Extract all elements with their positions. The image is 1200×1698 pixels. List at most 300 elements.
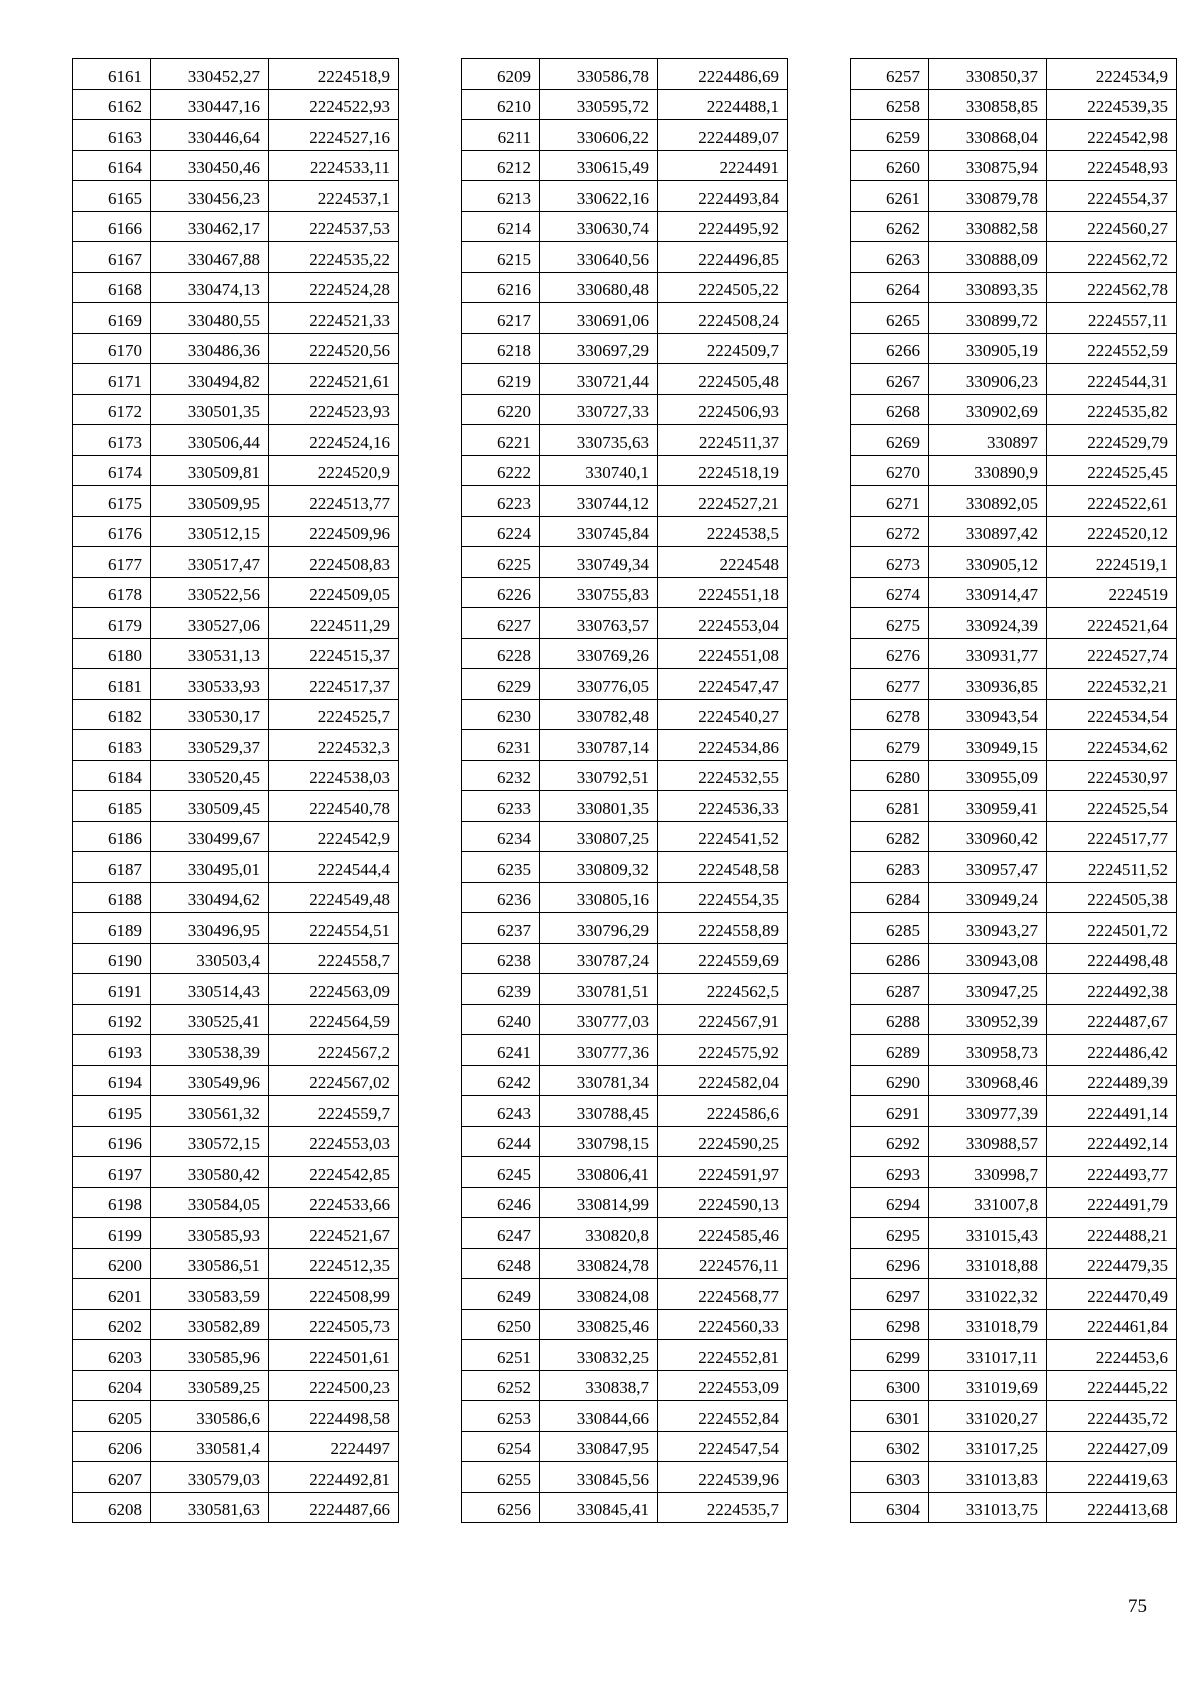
table-row (462, 577, 788, 608)
point-number-cell: 6233 (462, 791, 540, 822)
x-coordinate-cell: 330820,8 (540, 1218, 658, 1249)
table-row (73, 852, 399, 883)
table-row (851, 516, 1177, 547)
table-row (851, 1157, 1177, 1188)
y-coordinate-cell: 2224553,04 (658, 608, 788, 639)
x-coordinate-cell: 330615,49 (540, 150, 658, 181)
y-coordinate-cell: 2224551,18 (658, 577, 788, 608)
point-number-cell: 6217 (462, 303, 540, 334)
y-coordinate-cell: 2224508,99 (269, 1279, 399, 1310)
y-coordinate-cell: 2224491,14 (1047, 1096, 1177, 1127)
x-coordinate-cell: 330517,47 (151, 547, 269, 578)
y-coordinate-cell: 2224525,7 (269, 699, 399, 730)
table-row (462, 1218, 788, 1249)
point-number-cell: 6256 (462, 1492, 540, 1523)
y-coordinate-cell: 2224489,39 (1047, 1065, 1177, 1096)
x-coordinate-cell: 330977,39 (929, 1096, 1047, 1127)
table-row (851, 1248, 1177, 1279)
y-coordinate-cell: 2224500,23 (269, 1370, 399, 1401)
x-coordinate-cell: 330988,57 (929, 1126, 1047, 1157)
table-row (73, 303, 399, 334)
x-coordinate-cell: 330814,99 (540, 1187, 658, 1218)
point-number-cell: 6182 (73, 699, 151, 730)
point-number-cell: 6298 (851, 1309, 929, 1340)
point-number-cell: 6282 (851, 821, 929, 852)
point-number-cell: 6226 (462, 577, 540, 608)
point-number-cell: 6271 (851, 486, 929, 517)
table-row (851, 1370, 1177, 1401)
table-row (851, 150, 1177, 181)
table-row (851, 821, 1177, 852)
point-number-cell: 6212 (462, 150, 540, 181)
y-coordinate-cell: 2224560,33 (658, 1309, 788, 1340)
point-number-cell: 6289 (851, 1035, 929, 1066)
table-row (462, 89, 788, 120)
y-coordinate-cell: 2224470,49 (1047, 1279, 1177, 1310)
y-coordinate-cell: 2224567,91 (658, 1004, 788, 1035)
x-coordinate-cell: 330522,56 (151, 577, 269, 608)
y-coordinate-cell: 2224586,6 (658, 1096, 788, 1127)
point-number-cell: 6179 (73, 608, 151, 639)
x-coordinate-cell: 330506,44 (151, 425, 269, 456)
point-number-cell: 6250 (462, 1309, 540, 1340)
x-coordinate-cell: 330906,23 (929, 364, 1047, 395)
x-coordinate-cell: 330480,55 (151, 303, 269, 334)
point-number-cell: 6236 (462, 882, 540, 913)
table-row (462, 1309, 788, 1340)
x-coordinate-cell: 330529,37 (151, 730, 269, 761)
point-number-cell: 6272 (851, 516, 929, 547)
y-coordinate-cell: 2224419,63 (1047, 1462, 1177, 1493)
x-coordinate-cell: 330589,25 (151, 1370, 269, 1401)
x-coordinate-cell: 330581,4 (151, 1431, 269, 1462)
point-number-cell: 6169 (73, 303, 151, 334)
x-coordinate-cell: 330549,96 (151, 1065, 269, 1096)
y-coordinate-cell: 2224521,67 (269, 1218, 399, 1249)
x-coordinate-cell: 330957,47 (929, 852, 1047, 883)
table-row (851, 59, 1177, 90)
x-coordinate-cell: 330845,56 (540, 1462, 658, 1493)
y-coordinate-cell: 2224534,54 (1047, 699, 1177, 730)
point-number-cell: 6170 (73, 333, 151, 364)
x-coordinate-cell: 330879,78 (929, 181, 1047, 212)
y-coordinate-cell: 2224498,48 (1047, 943, 1177, 974)
y-coordinate-cell: 2224537,53 (269, 211, 399, 242)
table-row (73, 1157, 399, 1188)
y-coordinate-cell: 2224540,78 (269, 791, 399, 822)
x-coordinate-cell: 330452,27 (151, 59, 269, 90)
x-coordinate-cell: 331017,25 (929, 1431, 1047, 1462)
x-coordinate-cell: 330875,94 (929, 150, 1047, 181)
x-coordinate-cell: 330905,19 (929, 333, 1047, 364)
x-coordinate-cell: 330446,64 (151, 120, 269, 151)
table-row (851, 1340, 1177, 1371)
y-coordinate-cell: 2224560,27 (1047, 211, 1177, 242)
x-coordinate-cell: 330809,32 (540, 852, 658, 883)
y-coordinate-cell: 2224505,48 (658, 364, 788, 395)
y-coordinate-cell: 2224479,35 (1047, 1248, 1177, 1279)
table-row (851, 882, 1177, 913)
table-row (73, 1096, 399, 1127)
x-coordinate-cell: 330580,42 (151, 1157, 269, 1188)
y-coordinate-cell: 2224497 (269, 1431, 399, 1462)
point-number-cell: 6180 (73, 638, 151, 669)
table-row (462, 1431, 788, 1462)
point-number-cell: 6165 (73, 181, 151, 212)
x-coordinate-cell: 330949,24 (929, 882, 1047, 913)
table-row (462, 303, 788, 334)
table-row (462, 1096, 788, 1127)
point-number-cell: 6284 (851, 882, 929, 913)
table-row (462, 211, 788, 242)
x-coordinate-cell: 330622,16 (540, 181, 658, 212)
y-coordinate-cell: 2224536,33 (658, 791, 788, 822)
table-row (851, 181, 1177, 212)
y-coordinate-cell: 2224547,54 (658, 1431, 788, 1462)
table-row (462, 333, 788, 364)
x-coordinate-cell: 330890,9 (929, 455, 1047, 486)
table-row (73, 181, 399, 212)
x-coordinate-cell: 330531,13 (151, 638, 269, 669)
point-number-cell: 6213 (462, 181, 540, 212)
point-number-cell: 6299 (851, 1340, 929, 1371)
table-row (462, 455, 788, 486)
table-row (462, 59, 788, 90)
point-number-cell: 6229 (462, 669, 540, 700)
x-coordinate-cell: 330527,06 (151, 608, 269, 639)
point-number-cell: 6260 (851, 150, 929, 181)
point-number-cell: 6176 (73, 516, 151, 547)
y-coordinate-cell: 2224527,74 (1047, 638, 1177, 669)
point-number-cell: 6303 (851, 1462, 929, 1493)
table-row (462, 791, 788, 822)
point-number-cell: 6279 (851, 730, 929, 761)
point-number-cell: 6214 (462, 211, 540, 242)
x-coordinate-cell: 330533,93 (151, 669, 269, 700)
x-coordinate-cell: 330583,59 (151, 1279, 269, 1310)
table-row (851, 577, 1177, 608)
table-row (73, 1126, 399, 1157)
x-coordinate-cell: 330450,46 (151, 150, 269, 181)
x-coordinate-cell: 330744,12 (540, 486, 658, 517)
point-number-cell: 6224 (462, 516, 540, 547)
x-coordinate-cell: 330787,24 (540, 943, 658, 974)
table-row (851, 1096, 1177, 1127)
y-coordinate-cell: 2224491 (658, 150, 788, 181)
y-coordinate-cell: 2224559,7 (269, 1096, 399, 1127)
point-number-cell: 6225 (462, 547, 540, 578)
point-number-cell: 6302 (851, 1431, 929, 1462)
x-coordinate-cell: 330462,17 (151, 211, 269, 242)
x-coordinate-cell: 330581,63 (151, 1492, 269, 1523)
point-number-cell: 6230 (462, 699, 540, 730)
y-coordinate-cell: 2224554,35 (658, 882, 788, 913)
y-coordinate-cell: 2224538,03 (269, 760, 399, 791)
point-number-cell: 6189 (73, 913, 151, 944)
point-number-cell: 6205 (73, 1401, 151, 1432)
table-row (462, 882, 788, 913)
table-row (462, 425, 788, 456)
point-number-cell: 6207 (73, 1462, 151, 1493)
table-row (851, 791, 1177, 822)
y-coordinate-cell: 2224540,27 (658, 699, 788, 730)
table-row (73, 242, 399, 273)
point-number-cell: 6240 (462, 1004, 540, 1035)
table-row (462, 1157, 788, 1188)
y-coordinate-cell: 2224489,07 (658, 120, 788, 151)
table-row (462, 1340, 788, 1371)
table-row (73, 120, 399, 151)
point-number-cell: 6167 (73, 242, 151, 273)
y-coordinate-cell: 2224535,7 (658, 1492, 788, 1523)
y-coordinate-cell: 2224527,21 (658, 486, 788, 517)
point-number-cell: 6274 (851, 577, 929, 608)
x-coordinate-cell: 330781,51 (540, 974, 658, 1005)
y-coordinate-cell: 2224501,61 (269, 1340, 399, 1371)
table-row (73, 1187, 399, 1218)
point-number-cell: 6266 (851, 333, 929, 364)
x-coordinate-cell: 330798,15 (540, 1126, 658, 1157)
point-number-cell: 6234 (462, 821, 540, 852)
y-coordinate-cell: 2224427,09 (1047, 1431, 1177, 1462)
x-coordinate-cell: 330755,83 (540, 577, 658, 608)
table-row (73, 425, 399, 456)
table-row (851, 89, 1177, 120)
y-coordinate-cell: 2224558,7 (269, 943, 399, 974)
y-coordinate-cell: 2224553,03 (269, 1126, 399, 1157)
table-row (73, 1370, 399, 1401)
table-row (462, 1248, 788, 1279)
x-coordinate-cell: 330496,95 (151, 913, 269, 944)
point-number-cell: 6161 (73, 59, 151, 90)
y-coordinate-cell: 2224562,5 (658, 974, 788, 1005)
x-coordinate-cell: 331007,8 (929, 1187, 1047, 1218)
table-row (851, 730, 1177, 761)
y-coordinate-cell: 2224498,58 (269, 1401, 399, 1432)
table-row (73, 577, 399, 608)
table-row (462, 486, 788, 517)
x-coordinate-cell: 330474,13 (151, 272, 269, 303)
table-row (462, 1004, 788, 1035)
y-coordinate-cell: 2224575,92 (658, 1035, 788, 1066)
table-row (462, 1401, 788, 1432)
table-row (73, 1340, 399, 1371)
point-number-cell: 6192 (73, 1004, 151, 1035)
point-number-cell: 6237 (462, 913, 540, 944)
x-coordinate-cell: 330495,01 (151, 852, 269, 883)
y-coordinate-cell: 2224527,16 (269, 120, 399, 151)
x-coordinate-cell: 331015,43 (929, 1218, 1047, 1249)
table-row (73, 333, 399, 364)
x-coordinate-cell: 331013,83 (929, 1462, 1047, 1493)
point-number-cell: 6251 (462, 1340, 540, 1371)
y-coordinate-cell: 2224548,93 (1047, 150, 1177, 181)
table-row (73, 699, 399, 730)
point-number-cell: 6218 (462, 333, 540, 364)
point-number-cell: 6255 (462, 1462, 540, 1493)
table-row (73, 943, 399, 974)
y-coordinate-cell: 2224435,72 (1047, 1401, 1177, 1432)
y-coordinate-cell: 2224553,09 (658, 1370, 788, 1401)
y-coordinate-cell: 2224564,59 (269, 1004, 399, 1035)
point-number-cell: 6287 (851, 974, 929, 1005)
table-row (73, 1492, 399, 1523)
x-coordinate-cell: 330509,95 (151, 486, 269, 517)
y-coordinate-cell: 2224582,04 (658, 1065, 788, 1096)
table-row (73, 272, 399, 303)
point-number-cell: 6174 (73, 455, 151, 486)
y-coordinate-cell: 2224496,85 (658, 242, 788, 273)
x-coordinate-cell: 330943,27 (929, 913, 1047, 944)
x-coordinate-cell: 330586,78 (540, 59, 658, 90)
x-coordinate-cell: 330959,41 (929, 791, 1047, 822)
table-row (851, 1004, 1177, 1035)
y-coordinate-cell: 2224413,68 (1047, 1492, 1177, 1523)
y-coordinate-cell: 2224518,9 (269, 59, 399, 90)
table-row (73, 638, 399, 669)
point-number-cell: 6231 (462, 730, 540, 761)
y-coordinate-cell: 2224525,54 (1047, 791, 1177, 822)
table-row (851, 1492, 1177, 1523)
point-number-cell: 6285 (851, 913, 929, 944)
point-number-cell: 6220 (462, 394, 540, 425)
x-coordinate-cell: 330787,14 (540, 730, 658, 761)
y-coordinate-cell: 2224520,12 (1047, 516, 1177, 547)
table-row (73, 1279, 399, 1310)
x-coordinate-cell: 330947,25 (929, 974, 1047, 1005)
table-row (851, 638, 1177, 669)
point-number-cell: 6184 (73, 760, 151, 791)
y-coordinate-cell: 2224511,29 (269, 608, 399, 639)
y-coordinate-cell: 2224562,78 (1047, 272, 1177, 303)
y-coordinate-cell: 2224509,7 (658, 333, 788, 364)
point-number-cell: 6291 (851, 1096, 929, 1127)
x-coordinate-cell: 330899,72 (929, 303, 1047, 334)
point-number-cell: 6277 (851, 669, 929, 700)
table-row (851, 1279, 1177, 1310)
table-row (851, 974, 1177, 1005)
y-coordinate-cell: 2224521,33 (269, 303, 399, 334)
y-coordinate-cell: 2224493,84 (658, 181, 788, 212)
y-coordinate-cell: 2224576,11 (658, 1248, 788, 1279)
x-coordinate-cell: 330807,25 (540, 821, 658, 852)
y-coordinate-cell: 2224492,81 (269, 1462, 399, 1493)
point-number-cell: 6175 (73, 486, 151, 517)
x-coordinate-cell: 330512,15 (151, 516, 269, 547)
x-coordinate-cell: 330781,34 (540, 1065, 658, 1096)
point-number-cell: 6191 (73, 974, 151, 1005)
point-number-cell: 6239 (462, 974, 540, 1005)
table-row (851, 699, 1177, 730)
table-row (73, 608, 399, 639)
y-coordinate-cell: 2224513,77 (269, 486, 399, 517)
x-coordinate-cell: 330584,05 (151, 1187, 269, 1218)
y-coordinate-cell: 2224501,72 (1047, 913, 1177, 944)
point-number-cell: 6281 (851, 791, 929, 822)
y-coordinate-cell: 2224590,13 (658, 1187, 788, 1218)
y-coordinate-cell: 2224559,69 (658, 943, 788, 974)
table-row (851, 852, 1177, 883)
point-number-cell: 6211 (462, 120, 540, 151)
x-coordinate-cell: 330801,35 (540, 791, 658, 822)
y-coordinate-cell: 2224487,67 (1047, 1004, 1177, 1035)
point-number-cell: 6288 (851, 1004, 929, 1035)
table-row (462, 669, 788, 700)
x-coordinate-cell: 330968,46 (929, 1065, 1047, 1096)
x-coordinate-cell: 331017,11 (929, 1340, 1047, 1371)
x-coordinate-cell: 330499,67 (151, 821, 269, 852)
point-number-cell: 6270 (851, 455, 929, 486)
y-coordinate-cell: 2224533,11 (269, 150, 399, 181)
x-coordinate-cell: 330824,08 (540, 1279, 658, 1310)
table-row (73, 1065, 399, 1096)
y-coordinate-cell: 2224453,6 (1047, 1340, 1177, 1371)
x-coordinate-cell: 330572,15 (151, 1126, 269, 1157)
x-coordinate-cell: 330796,29 (540, 913, 658, 944)
x-coordinate-cell: 330776,05 (540, 669, 658, 700)
x-coordinate-cell: 330931,77 (929, 638, 1047, 669)
point-number-cell: 6278 (851, 699, 929, 730)
y-coordinate-cell: 2224509,05 (269, 577, 399, 608)
x-coordinate-cell: 330782,48 (540, 699, 658, 730)
x-coordinate-cell: 330509,45 (151, 791, 269, 822)
x-coordinate-cell: 330924,39 (929, 608, 1047, 639)
table-row (73, 394, 399, 425)
table-row (851, 394, 1177, 425)
point-number-cell: 6254 (462, 1431, 540, 1462)
y-coordinate-cell: 2224567,2 (269, 1035, 399, 1066)
x-coordinate-cell: 330486,36 (151, 333, 269, 364)
x-coordinate-cell: 330914,47 (929, 577, 1047, 608)
x-coordinate-cell: 330494,62 (151, 882, 269, 913)
point-number-cell: 6295 (851, 1218, 929, 1249)
point-number-cell: 6276 (851, 638, 929, 669)
table-row (851, 760, 1177, 791)
table-row (73, 760, 399, 791)
point-number-cell: 6246 (462, 1187, 540, 1218)
point-number-cell: 6202 (73, 1309, 151, 1340)
point-number-cell: 6193 (73, 1035, 151, 1066)
x-coordinate-cell: 330955,09 (929, 760, 1047, 791)
x-coordinate-cell: 330949,15 (929, 730, 1047, 761)
table-row (851, 211, 1177, 242)
table-row (851, 913, 1177, 944)
y-coordinate-cell: 2224524,28 (269, 272, 399, 303)
y-coordinate-cell: 2224522,93 (269, 89, 399, 120)
point-number-cell: 6244 (462, 1126, 540, 1157)
point-number-cell: 6293 (851, 1157, 929, 1188)
x-coordinate-cell: 330844,66 (540, 1401, 658, 1432)
point-number-cell: 6286 (851, 943, 929, 974)
table-row (73, 211, 399, 242)
point-number-cell: 6259 (851, 120, 929, 151)
y-coordinate-cell: 2224506,93 (658, 394, 788, 425)
y-coordinate-cell: 2224554,37 (1047, 181, 1177, 212)
x-coordinate-cell: 330525,41 (151, 1004, 269, 1035)
point-number-cell: 6264 (851, 272, 929, 303)
point-number-cell: 6195 (73, 1096, 151, 1127)
point-number-cell: 6238 (462, 943, 540, 974)
table-row (73, 913, 399, 944)
point-number-cell: 6243 (462, 1096, 540, 1127)
table-row (851, 1035, 1177, 1066)
table-row (462, 821, 788, 852)
point-number-cell: 6164 (73, 150, 151, 181)
point-number-cell: 6190 (73, 943, 151, 974)
y-coordinate-cell: 2224552,84 (658, 1401, 788, 1432)
y-coordinate-cell: 2224533,66 (269, 1187, 399, 1218)
x-coordinate-cell: 331019,69 (929, 1370, 1047, 1401)
